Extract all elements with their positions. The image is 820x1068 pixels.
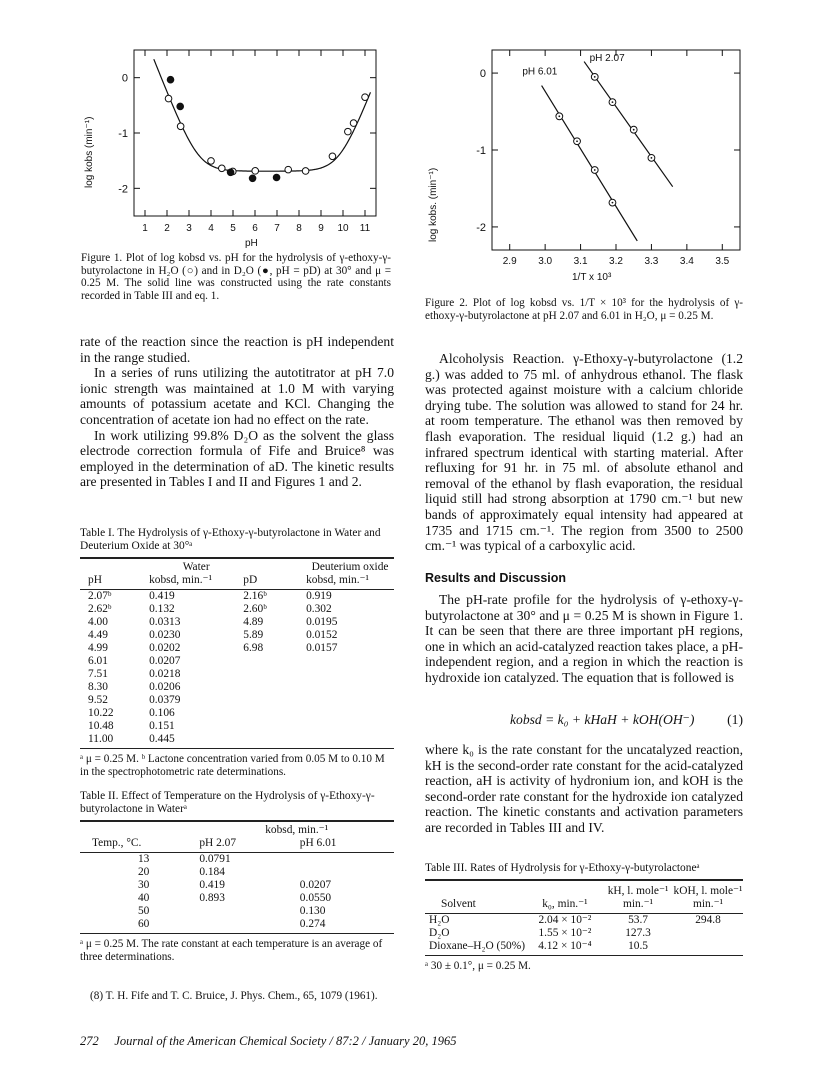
table-row (425, 927, 743, 940)
table-row (80, 918, 394, 931)
figure-1-caption: Figure 1. Plot of log kobsd vs. pH for the hydrolysis of γ-ethoxy-γ-butyrolactone in H₂O (○) and in D₂O (●, pH = pD) at 30° and μ = 0.25 M. The solid line was constructed using the rate constants recorded in Table III and eq. 1. (81, 252, 391, 302)
figure-1-y-axis-label: log kobs (min⁻¹) (84, 116, 95, 188)
y-tick-label: -1 (476, 145, 486, 157)
table-row (80, 720, 394, 733)
table-cell: 0.0230 (149, 629, 181, 641)
y-tick-label: -2 (118, 183, 128, 196)
table-cell: 0.130 (299, 905, 326, 917)
table-cell (243, 655, 306, 668)
h2o-data-point (252, 168, 259, 175)
results-paragraph: The pH-rate profile for the hydrolysis of γ-ethoxy-γ-butyrolactone at 30° and μ = 0.25 M is shown in Figure 1. It can be seen that there are three important pH regions, one in which an acid-catalyzed reaction takes place, a pH-independent region, and a region in which the reaction is hydroxide ion catalyzed. The equation that is followed is (425, 592, 743, 685)
table-cell: 50 (137, 905, 150, 917)
data-point-center (651, 157, 653, 159)
table-cell: 53.7 (628, 914, 648, 926)
table-cell: 0.919 (306, 590, 332, 602)
figure-2-x-axis-label: 1/T x 10³ (572, 272, 612, 283)
table-cell (243, 720, 306, 733)
x-tick-label: 3.3 (644, 256, 659, 267)
section-heading: Results and Discussion (425, 571, 567, 585)
table-cell: 6.98 (243, 642, 264, 654)
table-2-body (80, 853, 394, 931)
d2o-data-point (249, 175, 256, 182)
table-1-header: pH (88, 574, 102, 586)
table-row (80, 892, 394, 905)
equation-number: (1) (727, 712, 743, 727)
table-row (80, 866, 394, 879)
x-tick-label: 7 (274, 223, 280, 234)
x-tick-label: 5 (230, 223, 236, 234)
table-cell: 0.0207 (299, 879, 332, 891)
table-cell: 7.51 (88, 668, 108, 680)
x-tick-label: 3.1 (573, 256, 588, 267)
page-footer: 272 Journal of the American Chemical Society / 87:2 / January 20, 1965 (80, 1034, 457, 1048)
table-cell: 10.48 (88, 720, 114, 732)
table-cell (306, 681, 394, 694)
data-point-center (612, 101, 614, 103)
table-cell: 0.151 (149, 720, 175, 732)
table-cell: 0.0157 (306, 642, 338, 654)
table-1 (80, 527, 394, 778)
table-cell: 2.16ᵇ (243, 590, 267, 602)
table-row (80, 707, 394, 720)
table-row (425, 914, 743, 927)
table-3 (425, 862, 743, 973)
table-cell: D₂O (429, 927, 450, 939)
figure-1 (84, 42, 390, 252)
data-point-center (633, 129, 635, 131)
table-1-header: pD (243, 574, 258, 586)
table-cell (306, 694, 394, 707)
table-cell: 13 (137, 853, 150, 865)
table-cell: 5.89 (243, 629, 264, 641)
table-cell (673, 927, 743, 940)
h2o-data-point (177, 123, 184, 130)
figure-1-plot (90, 42, 390, 252)
x-tick-label: 2 (164, 223, 170, 234)
table-cell (243, 733, 306, 746)
table-cell: 20 (137, 866, 150, 878)
h2o-data-point (208, 158, 215, 165)
table-cell: 0.445 (149, 733, 175, 745)
table-cell (300, 866, 394, 879)
table-cell: 0.893 (199, 892, 225, 904)
table-cell (243, 707, 306, 720)
table-cell: 8.30 (88, 681, 108, 693)
table-1-group-water: Water (182, 561, 210, 573)
alcoholysis-paragraph: Alcoholysis Reaction. γ-Ethoxy-γ-butyrolactone (1.2 g.) was added to 75 ml. of anhydrous ethanol. The flask was protected against moisture with a calcium chloride drying tube. The solution was allowed to stand for 24 hr. at room temperature. The ethanol was then removed by flash evaporation. The residual liquid (1.2 g.) had an infrared spectrum identical with starting material. After refluxing for 91 hr. in 75 ml. of absolute ethanol and removal of the ethanol by flash evaporation, the residual liquid still had strong absorption at 1790 cm.⁻¹ but new bands of approximately equal intensity had appeared at 1735 and 1715 cm.⁻¹. The region from 3500 to 2500 cm.⁻¹ was typical of a carboxylic acid. (425, 351, 743, 554)
table-row (80, 603, 394, 616)
table-2-header: pH 6.01 (299, 837, 337, 849)
table-cell: 2.62ᵇ (88, 603, 112, 615)
left-paragraph: rate of the reaction since the reaction is pH independent in the range studied. (80, 334, 394, 365)
series-label-ph-2-07: pH 2.07 (589, 52, 625, 64)
table-cell: 4.49 (88, 629, 108, 641)
table-cell: 30 (137, 879, 150, 891)
table-cell (243, 694, 306, 707)
table-cell (199, 918, 299, 931)
x-tick-label: 3.2 (609, 256, 623, 267)
d2o-data-point (167, 76, 174, 83)
table-cell: 0.132 (149, 603, 175, 615)
table-row (80, 655, 394, 668)
table-row (80, 733, 394, 746)
x-tick-label: 10 (337, 223, 349, 234)
table-cell: 10.5 (628, 940, 648, 952)
table-cell (306, 720, 394, 733)
table-row (80, 853, 394, 866)
table-cell: 0.0218 (149, 668, 181, 680)
plot-frame (492, 50, 740, 250)
data-point-center (558, 115, 560, 117)
x-tick-label: 3 (186, 223, 192, 234)
h2o-data-point (350, 120, 357, 127)
data-point-center (612, 202, 614, 204)
table-2-title: Table II. Effect of Temperature on the Hydrolysis of γ-Ethoxy-γ-butyrolactone in Waterᵃ (80, 790, 375, 815)
table-3-footnote: ᵃ 30 ± 0.1°, μ = 0.25 M. (425, 960, 531, 972)
table-1-body (80, 590, 394, 746)
table-3-header: kOH, l. mole⁻¹ min.⁻¹ (673, 885, 743, 910)
figure-2-caption: Figure 2. Plot of log kobsd vs. 1/T × 10³ for the hydrolysis of γ-ethoxy-γ-butyrolactone at pH 2.07 and 6.01 in H₂O, μ = 0.25 M. (425, 297, 743, 322)
table-cell: 2.60ᵇ (243, 603, 267, 615)
table-3-header: kH, l. mole⁻¹ min.⁻¹ (607, 885, 669, 910)
table-1-title: Table I. The Hydrolysis of γ-Ethoxy-γ-butyrolactone in Water and Deuterium Oxide at 30°ᵃ (80, 527, 381, 552)
table-cell: 0.419 (149, 590, 175, 602)
table-row (80, 879, 394, 892)
table-cell: 0.0550 (299, 892, 332, 904)
table-cell: H₂O (429, 914, 450, 926)
table-cell: 127.3 (625, 927, 651, 939)
x-tick-label: 11 (359, 223, 371, 234)
table-1-grid (80, 561, 394, 587)
table-cell: 1.55 × 10⁻² (538, 927, 592, 939)
table-cell: 4.12 × 10⁻⁴ (538, 940, 592, 952)
table-cell: 4.00 (88, 616, 108, 628)
table-row (80, 668, 394, 681)
table-cell: 0.106 (149, 707, 175, 719)
table-2-footnote: ᵃ μ = 0.25 M. The rate constant at each temperature is an average of three determinations. (80, 938, 383, 963)
table-3-header: Solvent (441, 898, 476, 910)
table-2-grid (80, 824, 394, 850)
table-cell (673, 940, 743, 953)
table-cell (306, 668, 394, 681)
table-row (80, 629, 394, 642)
table-cell (199, 905, 299, 918)
h2o-data-point (285, 166, 292, 173)
x-tick-label: 9 (318, 223, 324, 234)
table-cell (306, 655, 394, 668)
table-cell (243, 681, 306, 694)
table-cell: 9.52 (88, 694, 108, 706)
table-cell: 0.0195 (306, 616, 338, 628)
figure-2-plot (440, 42, 750, 292)
table-cell: 4.89 (243, 616, 264, 628)
h2o-data-point (302, 168, 309, 175)
x-tick-label: 4 (208, 223, 214, 234)
figure-2-y-axis-label: log kobs. (min⁻¹) (428, 167, 439, 242)
left-column-text (80, 334, 394, 490)
table-row (80, 905, 394, 918)
table-3-grid (425, 885, 743, 911)
table-2-header: pH 2.07 (199, 837, 237, 849)
table-cell: Dioxane–H₂O (50%) (429, 940, 526, 952)
table-cell: 2.04 × 10⁻² (538, 914, 592, 926)
table-cell: 294.8 (695, 914, 721, 926)
series-label-ph-6-01: pH 6.01 (522, 66, 558, 78)
table-1-footnote: ᵃ μ = 0.25 M. ᵇ Lactone concentration varied from 0.05 M to 0.10 M in the spectrophotometric rate determinations. (80, 753, 385, 778)
data-point-center (594, 76, 596, 78)
h2o-data-point (165, 95, 172, 102)
table-cell: 0.0202 (149, 642, 181, 654)
d2o-data-point (177, 103, 184, 110)
table-cell: 0.0207 (149, 655, 181, 667)
table-row (425, 940, 743, 953)
x-tick-label: 1 (142, 223, 148, 234)
table-cell (300, 853, 394, 866)
data-point-center (594, 169, 596, 171)
fit-curve (154, 59, 371, 171)
data-point-center (576, 140, 578, 142)
x-tick-label: 3.5 (715, 256, 730, 267)
figure-1-x-axis-label: pH (245, 238, 258, 249)
table-2-group: kobsd, min.⁻¹ (265, 824, 329, 836)
table-3-header: k₀, min.⁻¹ (542, 898, 588, 910)
figure-2 (428, 42, 750, 292)
y-tick-label: 0 (121, 72, 128, 85)
h2o-data-point (218, 165, 225, 172)
table-cell: 40 (137, 892, 150, 904)
table-1-group-d2o: Deuterium oxide (311, 561, 389, 573)
table-cell: 6.01 (88, 655, 108, 667)
table-cell: 0.419 (199, 879, 225, 891)
left-paragraph: In a series of runs utilizing the autotitrator at pH 7.0 ionic strength was maintained at 1.0 M with varying amounts of potassium acetate and KCl. Changing the concentration of acetate ion had no effect on the rate. (80, 365, 394, 427)
table-1-header: kobsd, min.⁻¹ (149, 574, 212, 586)
where-paragraph: where k₀ is the rate constant for the uncatalyzed reaction, kH is the second-order rate constant for the acid-catalyzed reaction, aH is activity of hydronium ion, and kOH is the second-order rate constant for the hydroxide ion catalyzed reaction. The kinetic constants and activation parameters are recorded in Tables III and IV. (425, 742, 743, 835)
table-cell (306, 707, 394, 720)
table-cell: 60 (137, 918, 150, 930)
h2o-data-point (345, 128, 352, 135)
table-row (80, 616, 394, 629)
table-cell: 4.99 (88, 642, 108, 654)
y-tick-label: 0 (479, 68, 486, 81)
table-3-title: Table III. Rates of Hydrolysis for γ-Ethoxy-γ-butyrolactoneᵃ (425, 862, 700, 874)
reference-8: (8) T. H. Fife and T. C. Bruice, J. Phys. Chem., 65, 1079 (1961). (90, 990, 378, 1002)
table-row (80, 694, 394, 707)
equation-body: kobsd = k₀ + kHaH + kOH(OH⁻) (510, 712, 695, 727)
x-tick-label: 6 (252, 223, 258, 234)
d2o-data-point (227, 169, 234, 176)
table-cell: 0.0313 (149, 616, 181, 628)
x-tick-label: 8 (296, 223, 302, 234)
fit-line (542, 86, 638, 241)
table-cell: 0.0379 (149, 694, 181, 706)
h2o-data-point (329, 153, 336, 160)
table-cell (306, 733, 394, 746)
table-2-header: Temp., °C. (92, 837, 142, 849)
table-cell (243, 668, 306, 681)
table-2 (80, 790, 394, 963)
table-cell: 0.0152 (306, 629, 338, 641)
table-3-body (425, 914, 743, 953)
table-row (80, 590, 394, 603)
y-tick-label: -2 (476, 221, 486, 234)
d2o-data-point (273, 174, 280, 181)
table-cell: 11.00 (88, 733, 114, 745)
table-row (80, 681, 394, 694)
table-cell: 0.0791 (199, 853, 231, 865)
table-cell: 0.184 (199, 866, 225, 878)
table-cell: 2.07ᵇ (88, 590, 112, 602)
left-paragraph: In work utilizing 99.8% D₂O as the solvent the glass electrode correction formula of Fife and Bruice⁸ was employed in the determination of aD. The kinetic results are presented in Tables I and II and Figures 1 and 2. (80, 427, 394, 490)
h2o-data-point (362, 94, 369, 101)
x-tick-label: 2.9 (502, 256, 517, 267)
table-cell: 0.274 (299, 918, 326, 930)
table-cell: 10.22 (88, 707, 114, 719)
table-cell: 0.302 (306, 603, 332, 615)
plot-frame (134, 50, 376, 216)
table-row (80, 642, 394, 655)
x-tick-label: 3.0 (538, 256, 553, 267)
table-cell: 0.0206 (149, 681, 181, 693)
table-1-header: kobsd, min.⁻¹ (306, 574, 369, 586)
x-tick-label: 3.4 (679, 256, 694, 267)
y-tick-label: -1 (118, 128, 128, 140)
